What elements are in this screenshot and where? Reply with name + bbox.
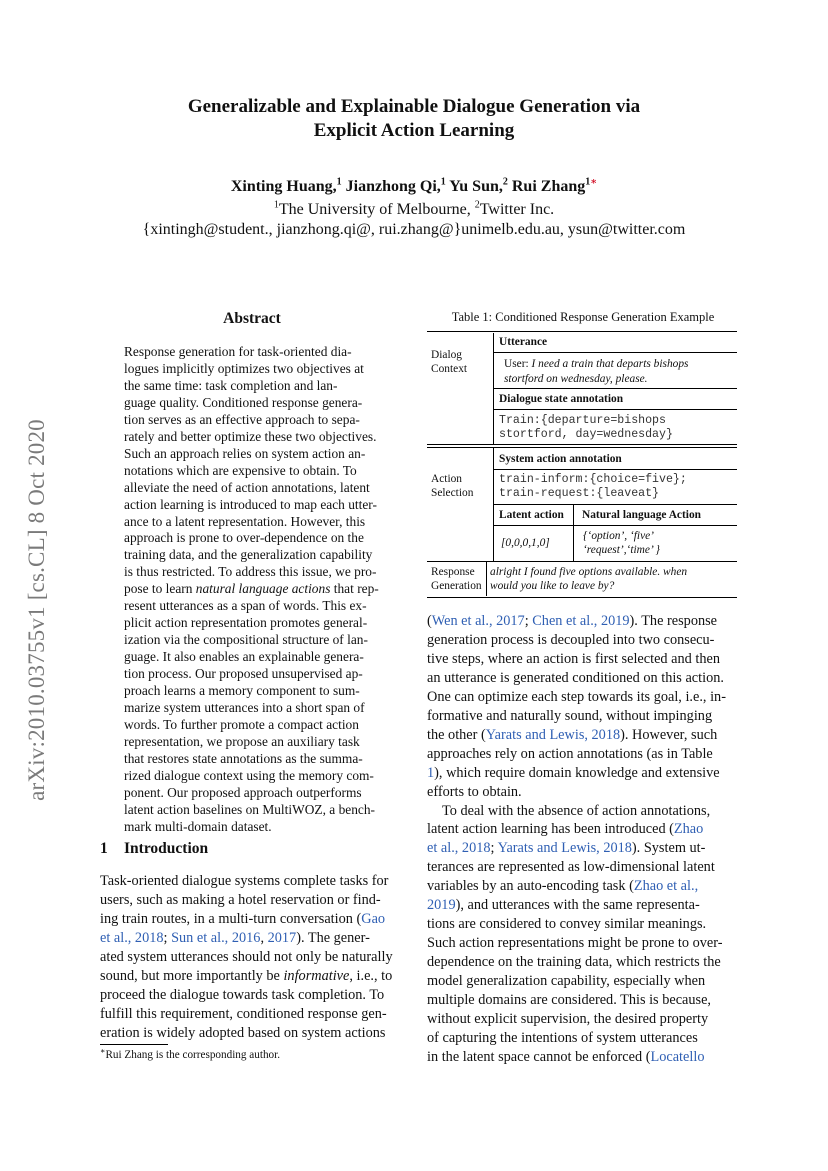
abstract-line: plicit action representation promotes general- xyxy=(124,615,368,631)
abstract-line: logues implicitly optimizes two objectives at xyxy=(124,360,364,376)
abstract-line: tion process. Our proposed unsupervised ap- xyxy=(124,666,363,682)
dialogue-state-header: Dialogue state annotation xyxy=(499,393,624,405)
abstract-line: ance to a latent representation. However, this xyxy=(124,513,366,529)
abstract-line: resent utterances as a span of words. This ex- xyxy=(124,598,367,614)
abstract-line: rately and better optimize these two objectives. xyxy=(124,428,377,444)
abstract-line: rized dialogue context using the memory com- xyxy=(124,767,374,783)
table-1: Dialog Context Utterance User: I need a train that departs bishops stortford on wednesday, please. Dialogue state annotation Train:{departure=bishops stortford, day=wednesday} Action Selection System action annotation train-inform:{choice=five}; train-request:{leaveat} Latent action Natural language Action [0,0,0,1,0] {‘option’, ‘five’ ‘request’,‘time’ } Response Generation alright I found five options available. when would you like to leave by? xyxy=(427,331,737,599)
abstract-line: tion serves as an effective approach to sepa- xyxy=(124,411,360,427)
citation-link[interactable]: Yarats and Lewis, 2018 xyxy=(485,726,621,743)
citation-link[interactable]: 2017 xyxy=(267,929,297,946)
abstract-line: proach learns a memory component to sum- xyxy=(124,683,360,699)
citation-link[interactable]: 2019 xyxy=(427,897,456,914)
abstract-line: ization via the compositional structure of lan- xyxy=(124,632,368,648)
table-ref-link[interactable]: 1 xyxy=(427,764,435,781)
row-label-dialog-context: Dialog xyxy=(431,349,463,361)
citation-link[interactable]: Chen et al., 2019 xyxy=(532,613,630,629)
paper-title: Generalizable and Explainable Dialogue Generation via Explicit Action Learning xyxy=(187,96,641,141)
system-action-header: System action annotation xyxy=(499,453,622,465)
abstract-line: words. To further promote a compact action xyxy=(124,716,359,732)
author-list: Xinting Huang,$^1$ Jianzhong Qi,$^1$ Yu Sun,$^2$ Rui Zhang$^{1∗}$ xyxy=(230,176,598,195)
abstract-line: guage. It also enables an explainable genera- xyxy=(124,649,364,665)
citation-link[interactable]: Sun et al., 2016 xyxy=(171,929,261,946)
abstract-heading: Abstract xyxy=(223,310,281,327)
abstract-body xyxy=(124,344,382,836)
citation-link[interactable]: et al., 2018 xyxy=(100,929,164,946)
citation-link[interactable]: et al., 2018 xyxy=(427,840,491,857)
citation-link[interactable]: Zhao xyxy=(673,821,704,838)
latent-action-header: Latent action xyxy=(499,509,564,521)
footnote-rule xyxy=(100,1044,168,1045)
citation-link[interactable]: Wen et al., 2017 xyxy=(431,613,525,629)
table-caption: Table 1: Conditioned Response Generation Example xyxy=(451,310,715,324)
abstract-line: approach is prone to over-dependence on the xyxy=(124,530,364,546)
citation-link[interactable]: Yarats and Lewis, 2018 xyxy=(497,840,632,857)
abstract-line: the same time: task completion and lan- xyxy=(124,377,338,393)
abstract-line: Response generation for task-oriented dia- xyxy=(124,344,352,359)
citation-link[interactable]: Locatello xyxy=(650,1048,705,1065)
row-label-action-selection: Action xyxy=(431,473,463,485)
abstract-line: that restores state annotations as the summa- xyxy=(124,750,363,766)
abstract-line: training data, and the generalization capability xyxy=(124,547,373,563)
abstract-line: Such an approach relies on system action an- xyxy=(124,445,366,461)
abstract-line: notations which are expensive to obtain. To xyxy=(124,462,357,478)
footnote: ∗Rui Zhang is the corresponding author. xyxy=(100,1046,281,1061)
abstract-line: is thus restricted. To address this issue, we pro- xyxy=(124,564,377,580)
citation-link[interactable]: Gao xyxy=(361,910,386,927)
affiliations: $^1$The University of Melbourne, $^2$Twitter Inc. {xintingh@student., jianzhong.qi@, rui.zhang@}unimelb.edu.au, ysun@twitter.com xyxy=(0,200,828,240)
abstract-line: pose to learn natural language actions that rep- xyxy=(124,581,379,597)
abstract-line: action learning is introduced to map each utter- xyxy=(124,496,377,512)
section-heading-introduction: 1 Introduction xyxy=(100,840,209,857)
arxiv-watermark: arXiv:2010.03755v1 [cs.CL] 8 Oct 2020 xyxy=(24,419,49,801)
author-emails: {xintingh@student., jianzhong.qi@, rui.zhang@}unimelb.edu.au, ysun@twitter.com xyxy=(142,221,686,238)
citation-link[interactable]: Zhao et al., xyxy=(633,878,699,895)
abstract-line: mark multi-domain dataset. xyxy=(124,818,272,834)
abstract-line: representation, we propose an auxiliary task xyxy=(124,733,360,749)
abstract-line: ponent. Our proposed approach outperforms xyxy=(124,784,362,800)
abstract-line: guage quality. Conditioned response genera- xyxy=(124,394,363,410)
nl-action-header: Natural language Action xyxy=(582,509,701,521)
footnote-marker: ∗ xyxy=(590,176,598,188)
introduction-body: Task-oriented dialogue systems complete tasks for users, such as making a hotel reservation or find- ing train routes, in a multi-turn conversation (Gao et al., 2018; Sun et al., 2016, 2017). The gener- ated system utterances should not only be naturally sound, but more importantly be informative, i.e., to proceed the dialogue towards task completion. To fulfill this requirement, conditioned response gen- eration is widely adopted based on system actions xyxy=(100,873,393,1041)
utterance-header: Utterance xyxy=(499,336,548,348)
abstract-line: latent action baselines on MultiWOZ, a bench- xyxy=(124,801,375,817)
right-column-body: (Wen et al., 2017; Chen et al., 2019). The response generation process is decoupled into two consecu- tive steps, where an action is first selected and then an utterance is generated conditioned on this action. One can optimize each step towards its goal, i.e., in- formative and naturally sound, without impinging the other (Yarats and Lewis, 2018). However, such approaches rely on action annotations (as in Table 1), which require domain knowledge and extensive efforts to obtain. To deal with the absence of action annotations, latent action learning has been introduced (Zhao et al., 2018; Yarats and Lewis, 2018). System ut- terances are represented as low-dimensional latent variables by an auto-encoding task (Zhao et al., 2019), and utterances with the same representa- tions are considered to convey similar meanings. Such action representations might be prone to over- dependence on the training data, which restricts the model generalization capability, especially when multiple domains are considered. This is because, without explicit supervision, the desired property of capturing the intentions of system utterances in the latent space cannot be enforced (Locatello xyxy=(427,613,726,1065)
abstract-line: marize system utterances into a short span of xyxy=(124,700,365,716)
row-label-response-generation: Response xyxy=(431,566,475,578)
abstract-line: alleviate the need of action annotations, latent xyxy=(124,479,370,495)
